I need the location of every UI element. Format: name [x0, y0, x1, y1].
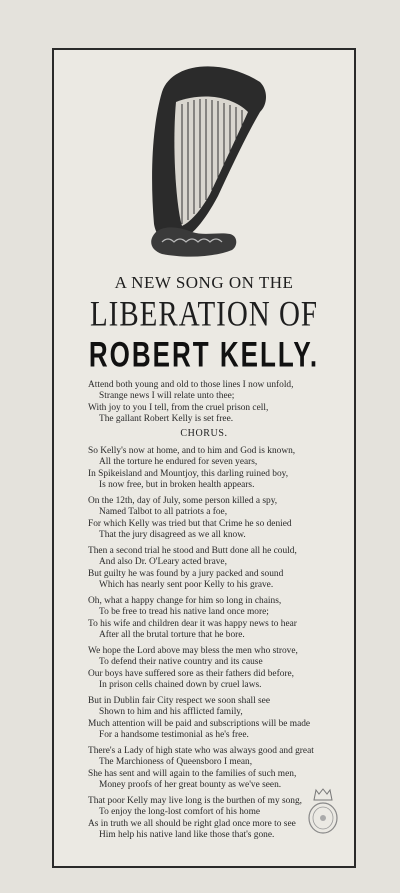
- stanza-8: [88, 746, 358, 791]
- verse-line: To his wife and children dear it was happy news to hear: [88, 618, 297, 629]
- verse-line: That poor Kelly may live long is the burthen of my song,: [88, 796, 303, 806]
- verse-line: After all the brutal torture that he bore.: [99, 629, 245, 640]
- stanza-4: [88, 546, 358, 591]
- library-stamp-icon: [306, 786, 340, 836]
- verse-line: Strange news I will relate unto thee;: [99, 391, 235, 402]
- stanza-5: [88, 596, 358, 641]
- verse-line: She has sent and will again to the families of such men,: [88, 768, 297, 779]
- verse-line: Attend both young and old to those lines I now unfold,: [88, 380, 294, 390]
- verse-line: So Kelly's now at home, and to him and God is known,: [88, 446, 296, 456]
- chorus-label: CHORUS.: [180, 428, 228, 439]
- verse-line: To enjoy the long-lost comfort of his home: [99, 807, 261, 818]
- verse-line: In Spikeisland and Mountjoy, this darling ruined boy,: [88, 468, 289, 479]
- verse-line: To defend their native country and its cause: [99, 657, 263, 668]
- verse-line: To be free to tread his native land once more;: [99, 607, 269, 618]
- verse-line: But guilty he was found by a jury packed and sound: [88, 568, 284, 579]
- verse-line: Is now free, but in broken health appears.: [99, 479, 255, 490]
- verse-line: Then a second trial he stood and Butt done all he could,: [88, 546, 297, 556]
- verse-line: As in truth we all should be right glad once more to see: [88, 818, 296, 829]
- harp-icon: [142, 56, 272, 264]
- verse-line: Named Talbot to all patriots a foe,: [99, 507, 228, 518]
- verse-line: For a handsome testimonial as he's free.: [99, 729, 249, 740]
- title-line-1: A NEW SONG ON THE: [114, 273, 294, 292]
- stanza-1: [88, 380, 358, 425]
- verse-line: Our boys have suffered sore as their fathers did before,: [88, 668, 295, 679]
- verse-line: But in Dublin fair City respect we soon shall see: [88, 696, 270, 706]
- stanza-7: [88, 696, 358, 741]
- verse-line: All the torture he endured for seven years,: [99, 457, 258, 468]
- verse-line: Oh, what a happy change for him so long in chains,: [88, 596, 282, 606]
- verse-line: That the jury disagreed as we all know.: [99, 529, 246, 540]
- verse-line: Much attention will be paid and subscriptions will be made: [88, 718, 311, 729]
- title-line-2: LIBERATION OF: [89, 294, 319, 334]
- verse-line: In prison cells chained down by cruel laws.: [99, 679, 262, 690]
- stanza-2: [88, 446, 358, 491]
- verse-line: And also Dr. O'Leary acted brave,: [99, 557, 227, 568]
- title-line-3: ROBERT KELLY.: [88, 334, 320, 375]
- verse-line: There's a Lady of high state who was always good and great: [88, 746, 314, 756]
- verse-line: Shown to him and his afflicted family,: [99, 707, 243, 718]
- verse-line: On the 12th, day of July, some person killed a spy,: [88, 496, 278, 506]
- verse-line: With joy to you I tell, from the cruel prison cell,: [88, 402, 269, 413]
- stanza-3: [88, 496, 358, 541]
- verse-line: We hope the Lord above may bless the men who strove,: [88, 646, 298, 656]
- stanza-6: [88, 646, 358, 691]
- verse-line: Money proofs of her great bounty as we've seen.: [99, 779, 282, 790]
- broadside-sheet: [52, 48, 356, 868]
- verse-line: The Marchioness of Queensboro I mean,: [99, 757, 253, 768]
- verse-line: The gallant Robert Kelly is set free.: [99, 413, 234, 424]
- verse-line: For which Kelly was tried but that Crime he so denied: [88, 518, 292, 529]
- verse-line: Him help his native land like those that's gone.: [99, 829, 275, 840]
- verse-line: Which has nearly sent poor Kelly to his grave.: [99, 579, 274, 590]
